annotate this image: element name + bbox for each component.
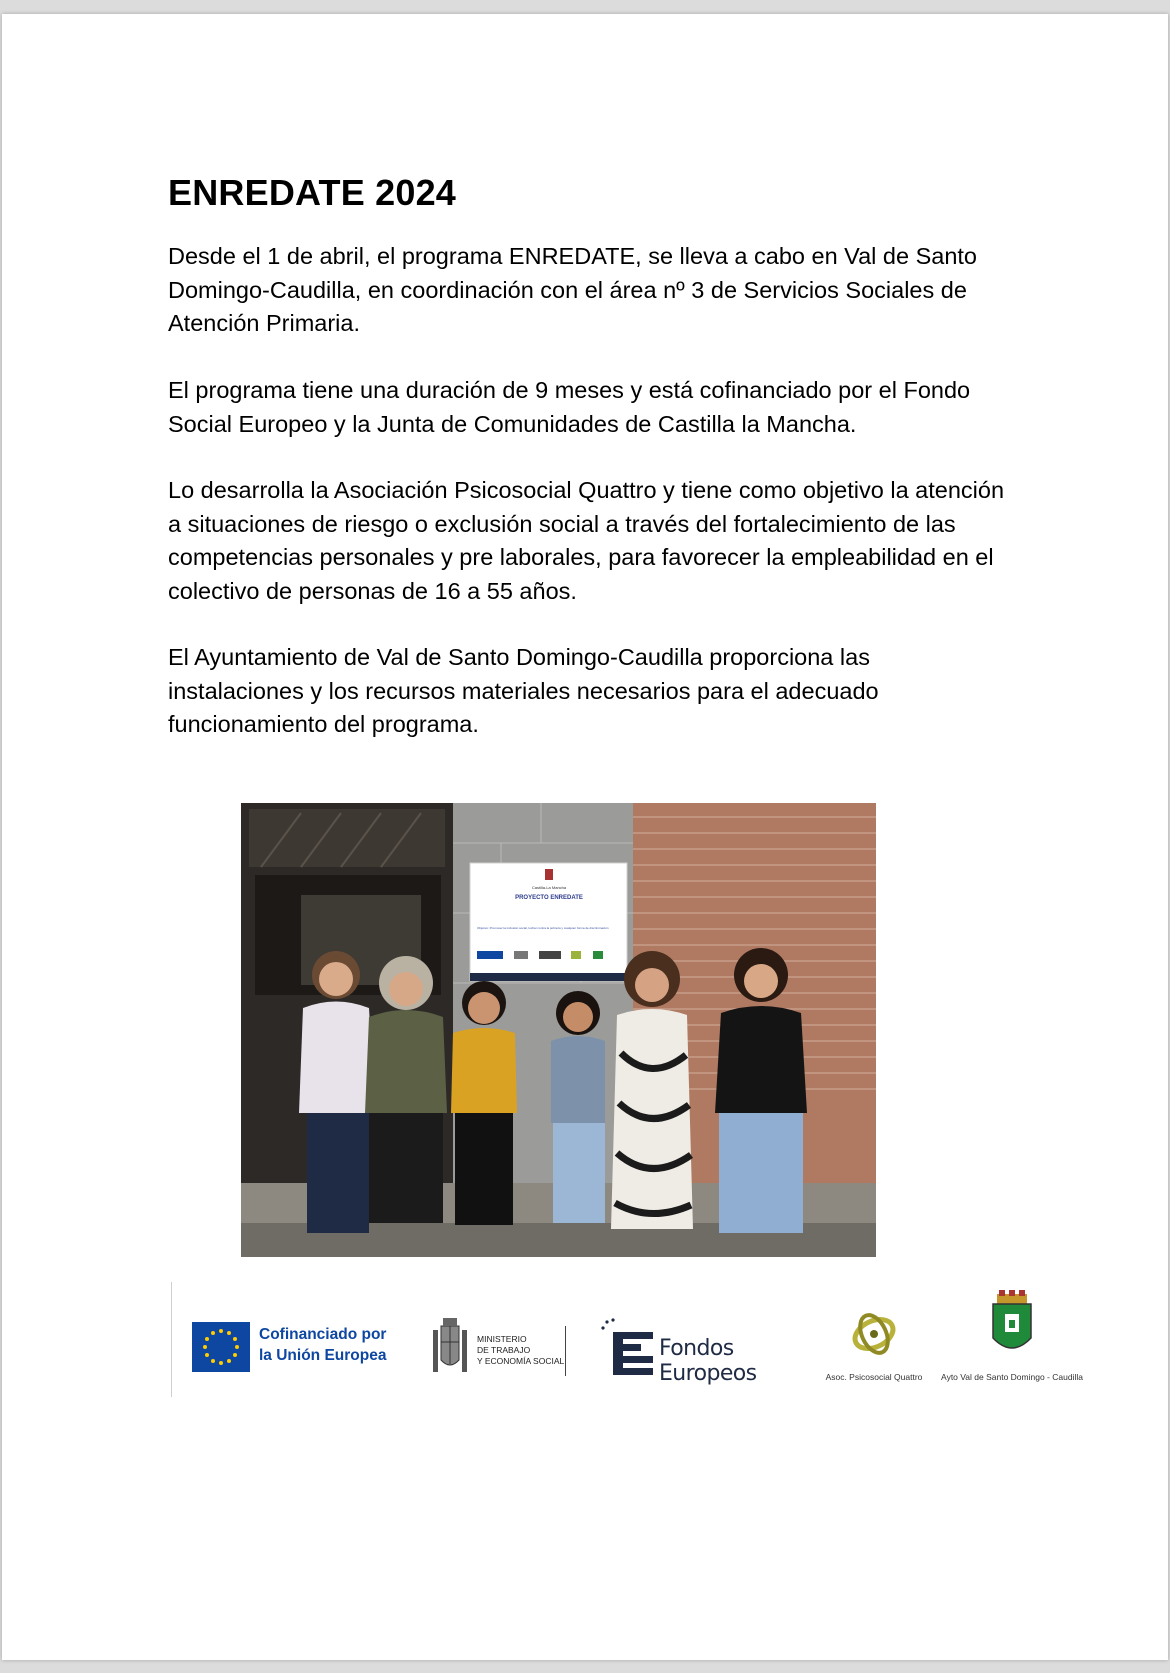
fondos-europeos-label: Fondos Europeos: [659, 1336, 757, 1386]
eu-label-line1: Cofinanciado por: [259, 1326, 387, 1343]
ayto-crest-icon: [933, 1290, 1091, 1368]
group-photo: [241, 803, 876, 1257]
eu-label-line2: la Unión Europea: [259, 1347, 387, 1364]
fondos-europeos-icon: [599, 1318, 655, 1380]
paragraph-objective: Lo desarrolla la Asociación Psicosocial Quattro y tiene como objetivo la atención a situaciones de riesgo o exclusión social a través del fortalecimiento de las competencias personales y pre laborales, para favorecer la empleabilidad en el colectivo de personas de 16 a 55 años.: [168, 477, 1005, 604]
sign-objective: Objetivo: Promover la inclusión social, luchar contra la pobreza y cualquier forma de discriminación: [477, 926, 609, 930]
quattro-icon: [819, 1310, 929, 1370]
ministerio-line1: MINISTERIO: [477, 1334, 527, 1344]
ministerio-line3: Y ECONOMÍA SOCIAL: [477, 1356, 565, 1366]
paragraph-intro: Desde el 1 de abril, el programa ENREDATE, se lleva a cabo en Val de Santo Domingo-Caudilla, en coordinación con el área nº 3 de Servicios Sociales de Atención Primaria.: [168, 243, 978, 336]
quattro-logo: [819, 1310, 929, 1390]
ministerio-label: [477, 1334, 564, 1367]
spain-crest-icon: [429, 1316, 471, 1380]
sign-title: PROYECTO ENREDATE: [515, 895, 583, 901]
funding-logos-bar: [171, 1282, 1091, 1397]
eu-flag-icon: [192, 1322, 250, 1372]
eu-cofinanced-label: [259, 1324, 386, 1366]
ministerio-separator: [565, 1326, 566, 1376]
ministerio-line2: DE TRABAJO: [477, 1345, 531, 1355]
paragraph-ayuntamiento: El Ayuntamiento de Val de Santo Domingo-Caudilla proporciona las instalaciones y los recursos materiales necesarios para el adecuado funcionamiento del programa.: [168, 644, 879, 737]
sign-region: Castilla-La Mancha: [531, 885, 567, 890]
ayto-label: Ayto Val de Santo Domingo - Caudilla: [941, 1372, 1083, 1382]
quattro-label: Asoc. Psicosocial Quattro: [825, 1372, 923, 1382]
document-page: [2, 14, 1168, 1660]
ministerio-logo: [429, 1316, 569, 1380]
page-title: ENREDATE 2024: [168, 172, 457, 213]
divider: [171, 1282, 172, 1397]
project-sign: [470, 863, 627, 981]
paragraph-duration: El programa tiene una duración de 9 meses y está cofinanciado por el Fondo Social Europeo y la Junta de Comunidades de Castilla la Mancha.: [168, 377, 971, 437]
fondos-europeos-logo: [599, 1318, 809, 1386]
ayto-logo: [933, 1290, 1091, 1390]
